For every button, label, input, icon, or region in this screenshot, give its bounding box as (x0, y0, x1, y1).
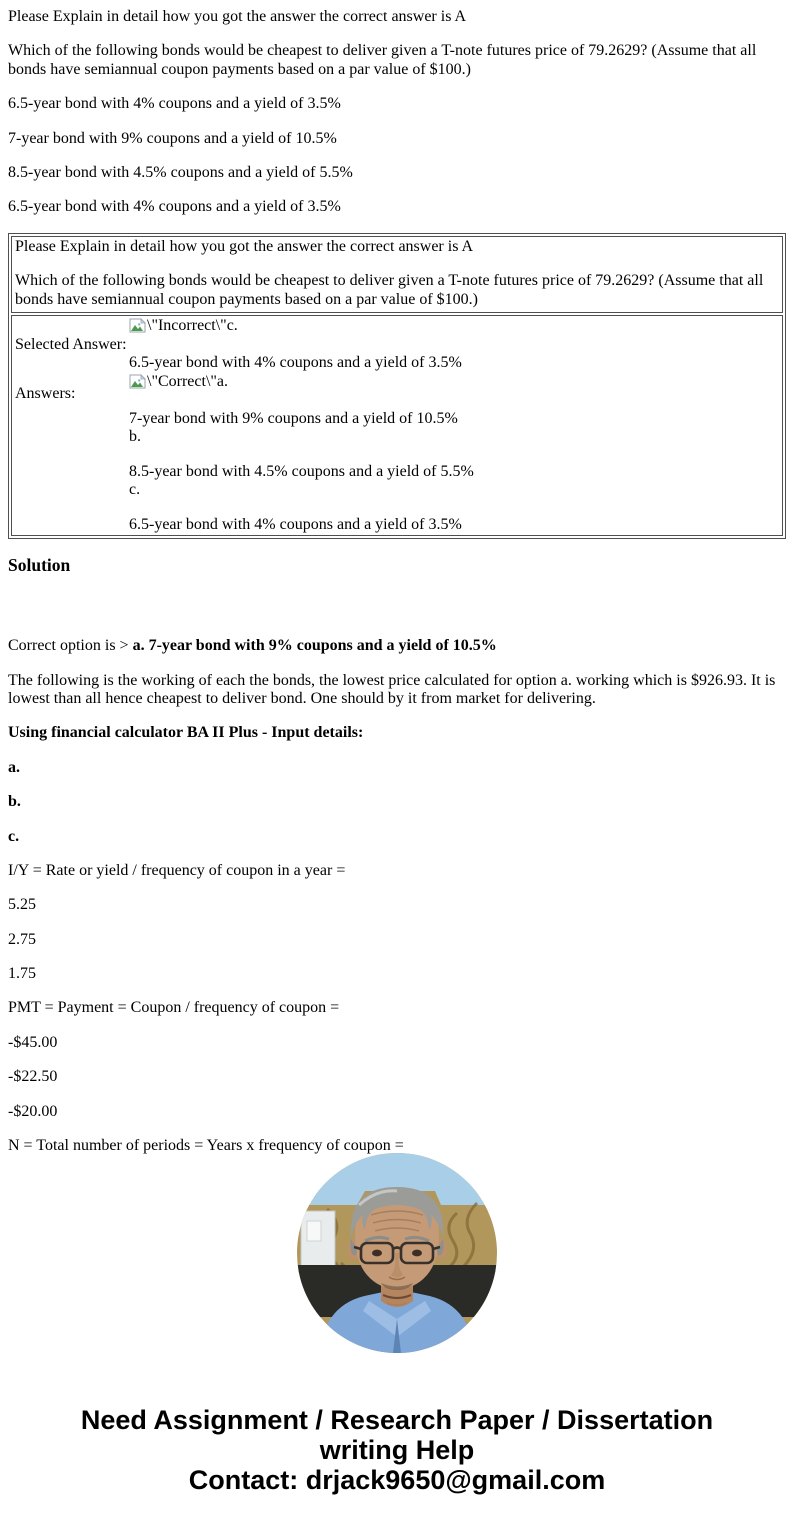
item-c: c. (8, 827, 20, 845)
iy-value-2: 2.75 (8, 930, 36, 948)
correct-flag-text: \"Correct\"a. (147, 372, 229, 390)
answer-a-text: 7-year bond with 9% coupons and a yield of 10.5% (129, 410, 458, 428)
table-row (11, 315, 783, 536)
portrait-illustration (297, 1153, 497, 1353)
iy-formula-line: I/Y = Rate or yield / frequency of coupon in a year = (8, 861, 346, 879)
answer-c-text: 6.5-year bond with 4% coupons and a yield of 3.5% (129, 515, 462, 533)
option-line-4: 6.5-year bond with 4% coupons and a yield of 3.5% (8, 198, 341, 216)
table-row (11, 236, 783, 313)
question-text: Which of the following bonds would be cheapest to deliver given a T-note futures price of 79.2629? (Assume that all bonds have semiannual coupon payments based on a par value of $100.) (8, 42, 757, 78)
option-line-1: 6.5-year bond with 4% coupons and a yield of 3.5% (8, 95, 341, 113)
answer-c-block (129, 516, 779, 534)
correct-option-prefix: Correct option is > (8, 637, 133, 655)
n-formula-line-clipped: N = Total number of periods = Years x frequency of coupon = (8, 1137, 404, 1155)
selected-answer-row (15, 317, 779, 373)
correct-option-line (8, 637, 786, 655)
selected-answer-text: 6.5-year bond with 4% coupons and a yield of 3.5% (129, 354, 462, 372)
incorrect-flag-line (129, 317, 779, 338)
answers-row (15, 373, 779, 534)
correct-option-bold: a. 7-year bond with 9% coupons and a yield of 10.5% (132, 637, 497, 655)
item-b: b. (8, 793, 21, 811)
incorrect-flag-text: \"Incorrect\"c. (147, 316, 238, 334)
footer-contact-email: Contact: drjack9650@gmail.com (188, 1465, 606, 1495)
question-cell (11, 236, 783, 313)
calculator-heading: Using financial calculator BA II Plus - Input details: (8, 724, 364, 742)
item-a: a. (8, 758, 20, 776)
working-paragraph: The following is the working of each the bonds, the lowest price calculated for option a. working which is $926.93. It is lowest than all hence cheapest to deliver bond. One should by it from market for delivering. (8, 671, 776, 707)
selected-answer-content (129, 317, 779, 373)
solution-heading: Solution (8, 555, 71, 576)
pmt-value-3: -$20.00 (8, 1102, 58, 1120)
pmt-value-2: -$22.50 (8, 1068, 58, 1086)
intro-line-1: Please Explain in detail how you got the answer the correct answer is A (8, 8, 467, 25)
answer-table (8, 233, 786, 539)
letter-c: c. (129, 481, 141, 499)
table-question-line-2: Which of the following bonds would be cheapest to deliver given a T-note futures price of 79.2629? (Assume that all bonds have semiannual coupon payments based on a par value of $100.) (15, 272, 764, 308)
correct-flag-line (129, 373, 779, 394)
option-line-2: 7-year bond with 9% coupons and a yield of 10.5% (8, 129, 337, 147)
footer-banner (0, 1405, 794, 1495)
iy-value-3: 1.75 (8, 965, 36, 983)
selected-answer-label: Selected Answer: (15, 335, 127, 353)
pmt-value-1: -$45.00 (8, 1033, 58, 1051)
answers-label: Answers: (15, 384, 76, 402)
footer-line-1: Need Assignment / Research Paper / Dissertation (80, 1405, 714, 1435)
answer-a-block (129, 410, 779, 447)
pmt-formula-line: PMT = Payment = Coupon / frequency of coupon = (8, 999, 340, 1017)
footer-line-2: writing Help (319, 1435, 475, 1465)
option-line-3: 8.5-year bond with 4.5% coupons and a yield of 5.5% (8, 163, 353, 181)
letter-b: b. (129, 428, 141, 446)
spacer (8, 591, 786, 637)
table-question-line-1: Please Explain in detail how you got the answer the correct answer is A (15, 237, 474, 255)
answers-cell (11, 315, 783, 536)
broken-image-icon (129, 318, 146, 338)
tutor-portrait-photo (297, 1153, 497, 1353)
answer-b-block (129, 463, 779, 500)
answer-b-text: 8.5-year bond with 4.5% coupons and a yield of 5.5% (129, 462, 474, 480)
answers-content (129, 373, 779, 534)
broken-image-icon (129, 374, 146, 394)
iy-value-1: 5.25 (8, 896, 36, 914)
